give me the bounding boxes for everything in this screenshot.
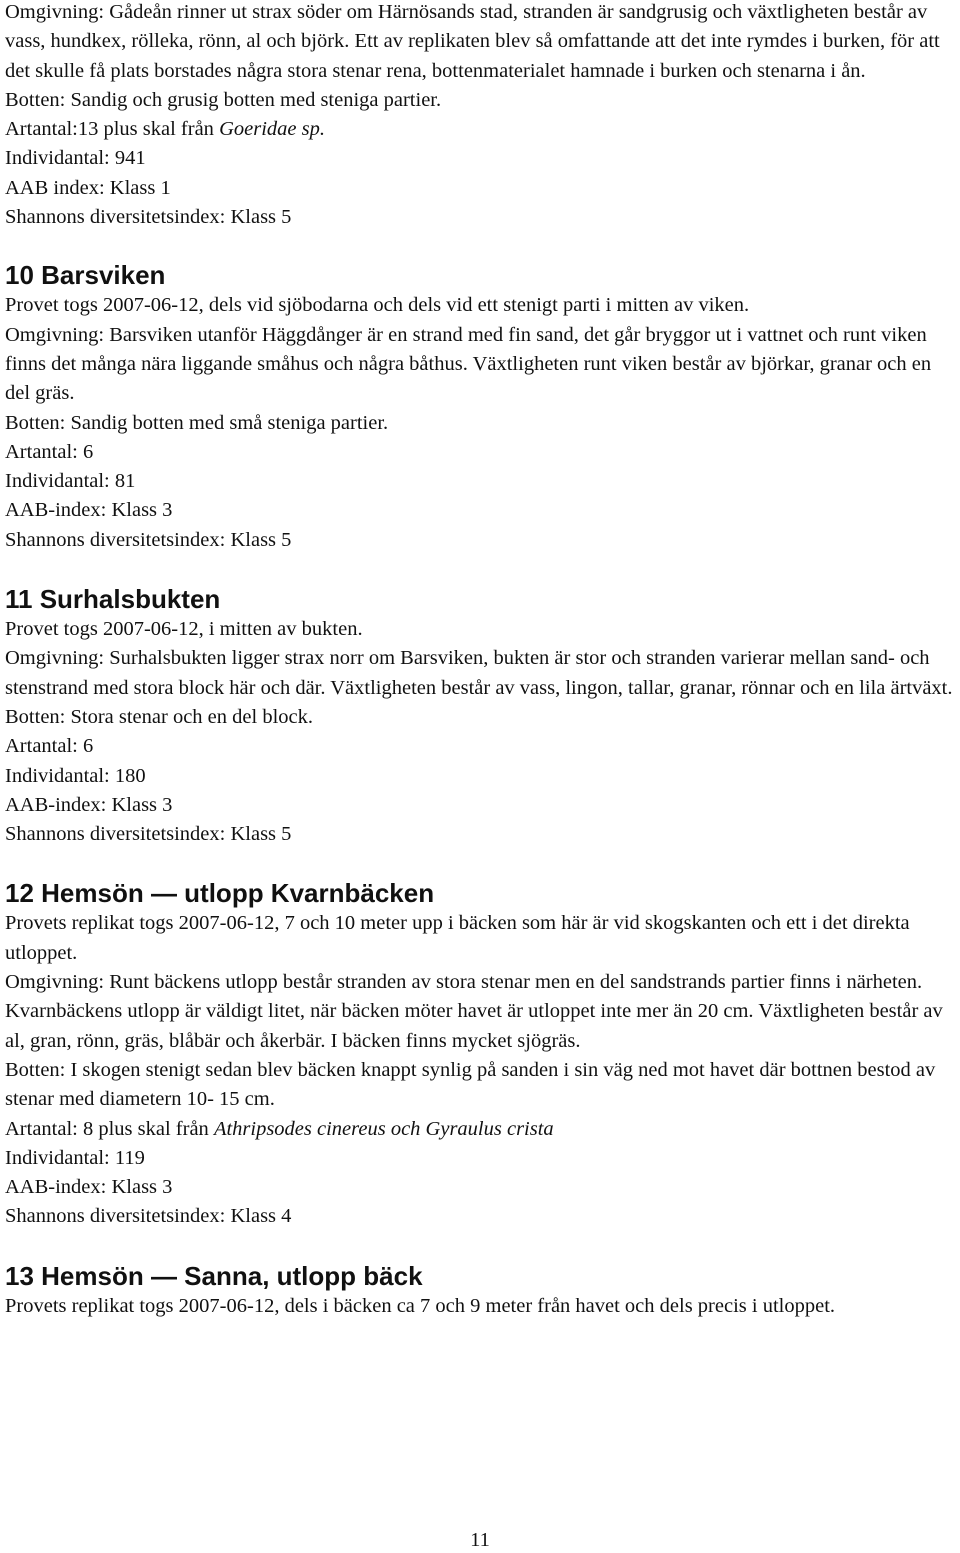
section-kvarnbacken-artantal-species: Athripsodes cinereus och Gyraulus crista (213, 1117, 554, 1140)
section-heading-hemson-kvarnbacken: 12 Hemsön — utlopp Kvarnbäcken (5, 878, 435, 909)
intro-artantal-text: Artantal:13 plus skal från (5, 118, 220, 141)
section-kvarnbacken-botten: Botten: I skogen stenigt sedan blev bäcken knappt synlig på sanden i sin väg ned mot havet där bottnen bestod av stenar med diametern 10- 15 cm. (5, 1058, 936, 1111)
section-heading-barsviken: 10 Barsviken (5, 260, 166, 291)
section-kvarnbacken-provet: Provets replikat togs 2007-06-12, 7 och 10 meter upp i bäcken som här är vid skogskanten och ett i det direkta utloppet. (5, 912, 910, 964)
section-barsviken-aab-index: AAB-index: Klass 3 (5, 499, 173, 522)
intro-shannon-index: Shannons diversitetsindex: Klass 5 (5, 206, 292, 229)
intro-artantal (5, 115, 955, 144)
intro-botten: Botten: Sandig och grusig botten med steniga partier. (5, 88, 442, 111)
section-surhalsbukten-artantal: Artantal: 6 (5, 735, 94, 758)
section-barsviken-shannon-index: Shannons diversitetsindex: Klass 5 (5, 528, 292, 551)
section-kvarnbacken-artantal (5, 1115, 955, 1144)
section-kvarnbacken-aab-index: AAB-index: Klass 3 (5, 1176, 173, 1199)
section-sanna-provet: Provets replikat togs 2007-06-12, dels i bäcken ca 7 och 9 meter från havet och dels precis i utloppet. (5, 1294, 836, 1317)
intro-omgivning: Omgivning: Gådeån rinner ut strax söder om Härnösands stad, stranden är sandgrusig och växtligheten består av vass, hundkex, rölleka, rönn, al och björk. Ett av replikaten blev så omfattande att det inte rymdes i burken, för att det skulle få plats borstades några stora stenar rena, bottenmaterialet hamnade i burken och stenarna i ån. (5, 1, 940, 82)
section-kvarnbacken-omgivning: Omgivning: Runt bäckens utlopp består stranden av stora stenar men en del sandstrands partier finns i närheten. Kvarnbäckens utlopp är väldigt litet, när bäcken möter havet är utloppet inte mer än 20 cm. Växtligheten består av al, gran, rönn, gräs, blåbär och åkerbär. I bäcken finns mycket sjögräs. (5, 971, 943, 1052)
section-barsviken-omgivning: Omgivning: Barsviken utanför Häggdånger är en strand med fin sand, det går bryggor ut i vattnet och runt viken finns det många nära liggande småhus och några båthus. Växtligheten runt viken består av björkar, granar och en del gräs. (5, 323, 932, 405)
section-surhalsbukten-botten: Botten: Stora stenar och en del block. (5, 705, 313, 728)
section-heading-surhalsbukten: 11 Surhalsbukten (5, 584, 221, 615)
section-barsviken-artantal: Artantal: 6 (5, 440, 94, 463)
section-kvarnbacken-artantal-text: Artantal: 8 plus skal från (5, 1117, 214, 1140)
section-heading-hemson-sanna: 13 Hemsön — Sanna, utlopp bäck (5, 1260, 423, 1291)
section-surhalsbukten-individantal: Individantal: 180 (5, 764, 146, 787)
section-kvarnbacken-individantal: Individantal: 119 (5, 1146, 145, 1169)
section-kvarnbacken-shannon-index: Shannons diversitetsindex: Klass 4 (5, 1205, 292, 1228)
section-surhalsbukten-aab-index: AAB-index: Klass 3 (5, 793, 173, 816)
page-number: 11 (470, 1529, 490, 1551)
section-surhalsbukten-omgivning: Omgivning: Surhalsbukten ligger strax norr om Barsviken, bukten är stor och stranden varierar mellan sand- och stenstrand med stora block här och där. Växtligheten består av vass, lingon, tallar, granar, rönnar och en lila ärtväxt. (5, 647, 953, 699)
intro-aab-index: AAB index: Klass 1 (5, 176, 171, 199)
intro-individantal: Individantal: 941 (5, 147, 146, 170)
section-barsviken-individantal: Individantal: 81 (5, 470, 136, 493)
document-page (5, 0, 955, 1321)
section-barsviken-botten: Botten: Sandig botten med små steniga partier. (5, 411, 389, 434)
intro-artantal-species: Goeridae sp. (219, 118, 325, 141)
section-surhalsbukten-provet: Provet togs 2007-06-12, i mitten av bukten. (5, 618, 363, 641)
section-surhalsbukten-shannon-index: Shannons diversitetsindex: Klass 5 (5, 823, 292, 846)
section-barsviken-provet: Provet togs 2007-06-12, dels vid sjöbodarna och dels vid ett stenigt parti i mitten av viken. (5, 294, 750, 317)
